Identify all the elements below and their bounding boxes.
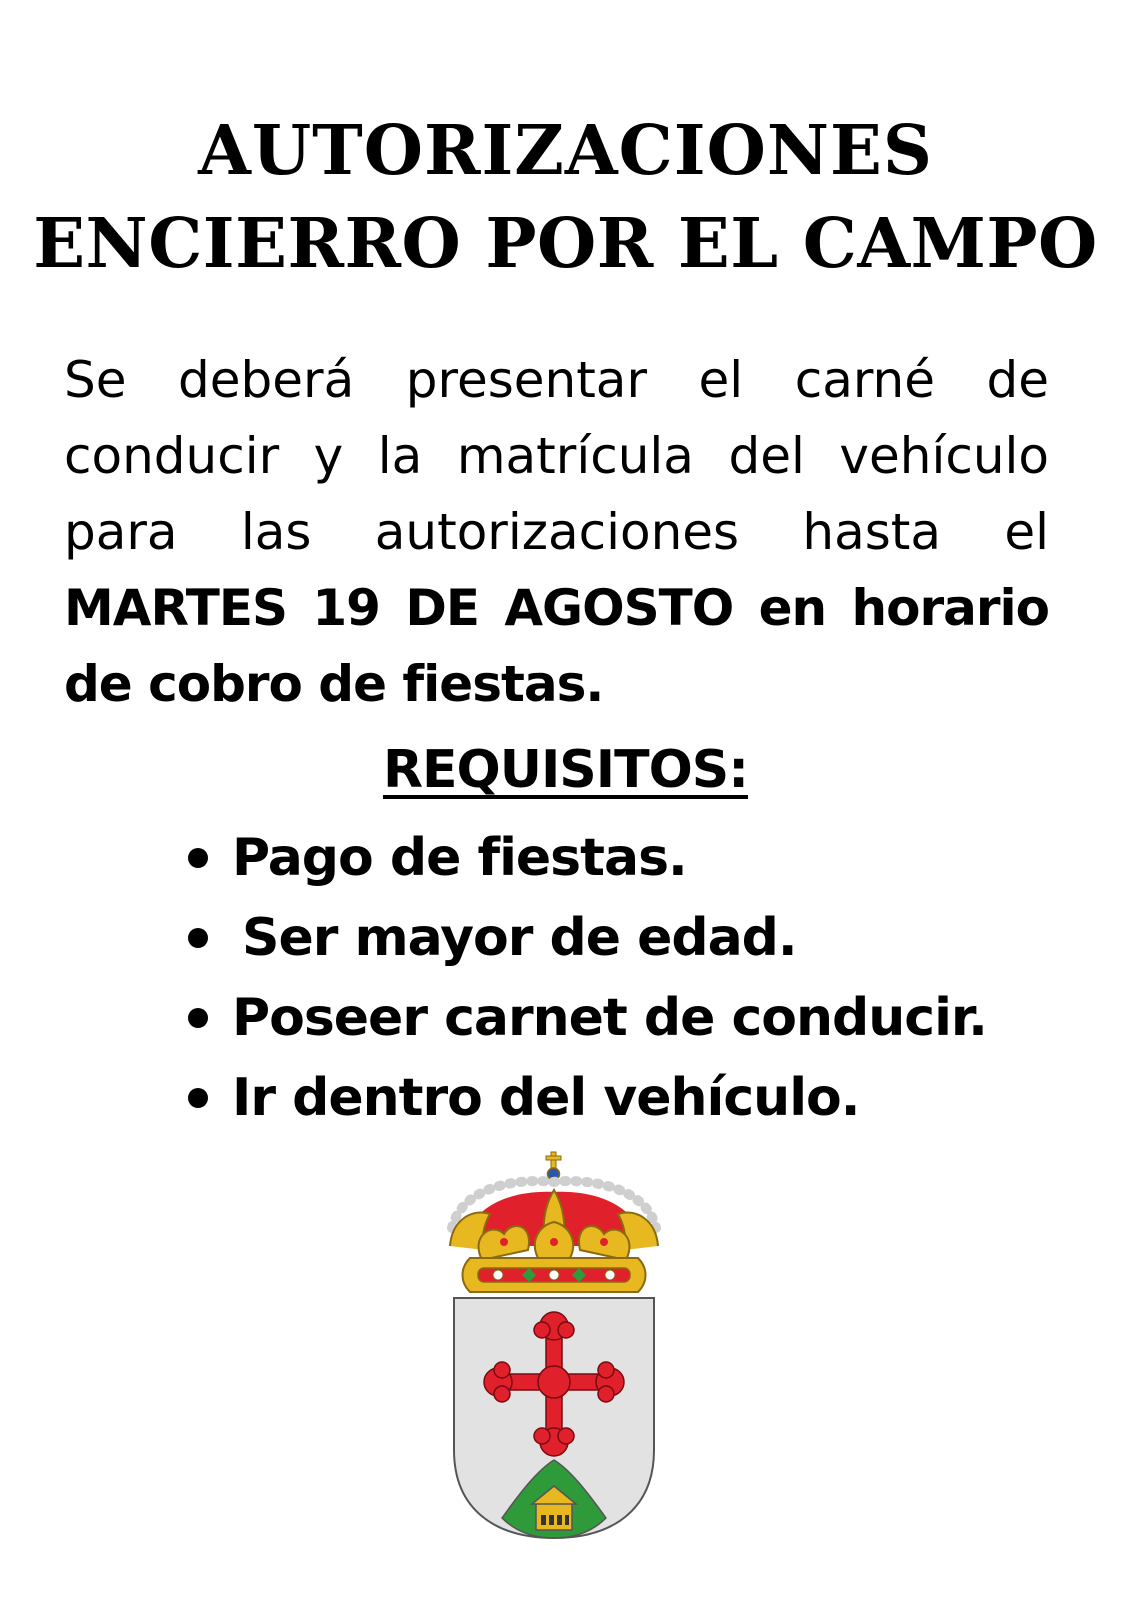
list-item bbox=[188, 818, 987, 898]
municipal-coat-of-arms-icon bbox=[442, 1150, 666, 1550]
crown-icon bbox=[450, 1152, 658, 1292]
requirements-list bbox=[188, 818, 987, 1138]
bullet-icon bbox=[188, 1088, 208, 1108]
intro-deadline-text: MARTES 19 DE AGOSTO en horario de cobro de fiestas. bbox=[64, 579, 1049, 713]
list-item bbox=[188, 978, 987, 1058]
requirement-text: Pago de fiestas. bbox=[232, 828, 687, 888]
list-item bbox=[188, 898, 987, 978]
bullet-icon bbox=[188, 1008, 208, 1028]
list-item bbox=[188, 1058, 987, 1138]
intro-text: Se deberá presentar el carné de conducir y la matrícula del vehículo para las autorizaciones hasta el bbox=[64, 351, 1049, 561]
requirements-heading: REQUISITOS: bbox=[382, 740, 749, 800]
requirement-text: Ser mayor de edad. bbox=[242, 908, 797, 968]
title-line-1: AUTORIZACIONES bbox=[198, 111, 933, 191]
bullet-icon bbox=[188, 928, 208, 948]
intro-paragraph bbox=[64, 342, 1049, 722]
requirement-text: Poseer carnet de conducir. bbox=[232, 988, 987, 1048]
requirement-text: Ir dentro del vehículo. bbox=[232, 1068, 860, 1128]
bullet-icon bbox=[188, 848, 208, 868]
title-line-2: ENCIERRO POR EL CAMPO bbox=[33, 204, 1098, 284]
